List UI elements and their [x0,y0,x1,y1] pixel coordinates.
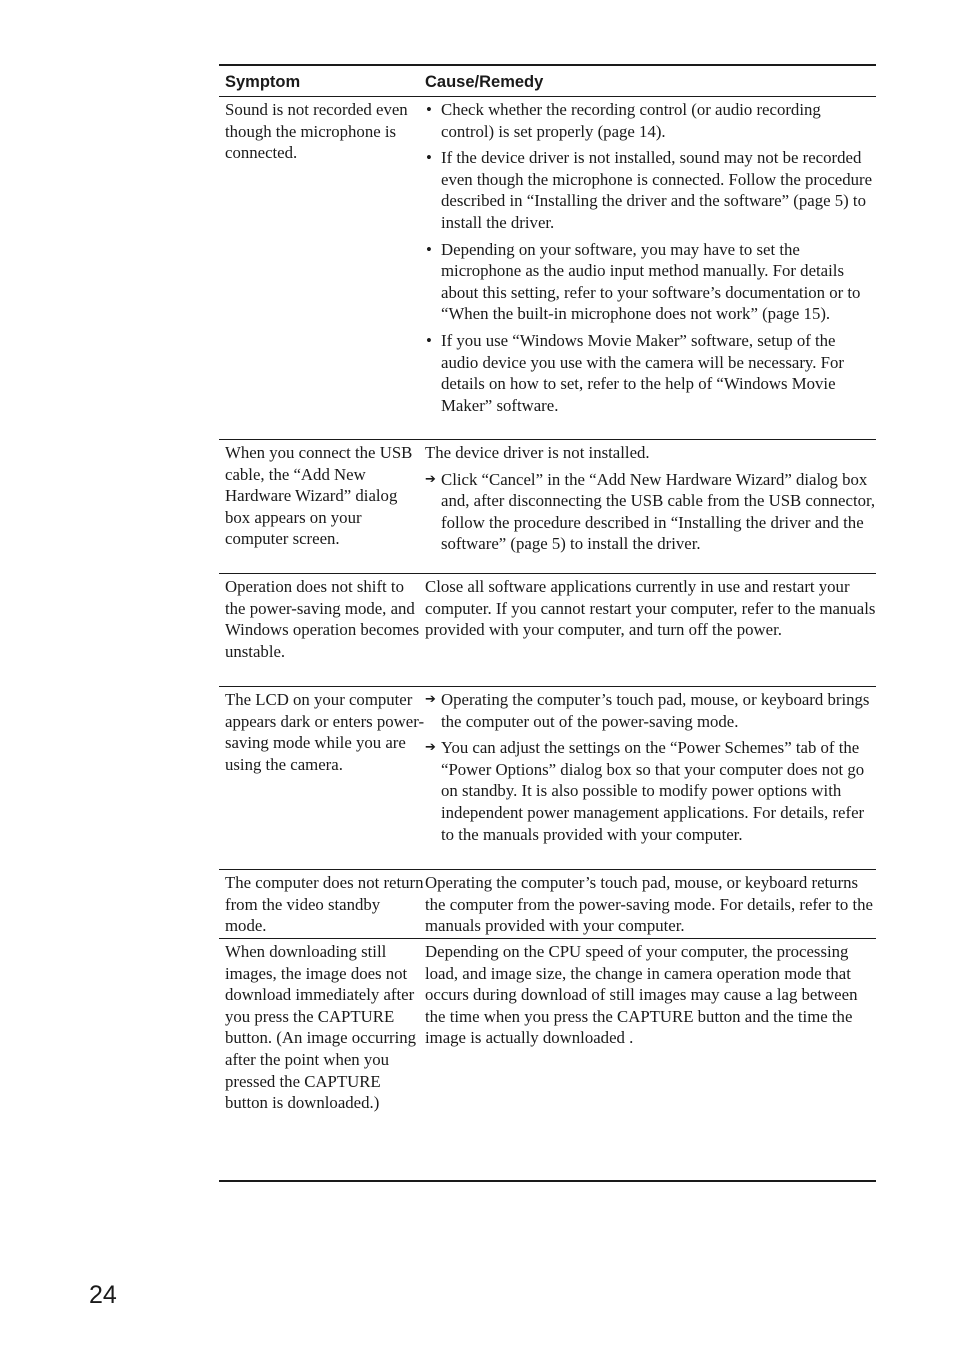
cause-remedy-header: Cause/Remedy [425,73,544,91]
remedy-cell: Operating the computer’s touch pad, mouse, or keyboard returns the computer from the power-saving mode. For details, refer to the manuals provided with your computer. [425,873,873,936]
bullet-icon: • [426,100,432,119]
symptom-cell: The computer does not return from the video standby mode. [225,873,424,936]
troubleshooting-table [219,64,876,1182]
table-row [219,574,876,687]
list-item: ➔ Click “Cancel” in the “Add New Hardware Wizard” dialog box and, after disconnecting the USB cable from the USB connector, follow the procedure described in “Installing the driver and the software” (page 5) to install the driver. [425,469,876,554]
arrow-right-icon: ➔ [425,692,436,707]
list-item: ➔ Operating the computer’s touch pad, mouse, or keyboard brings the computer out of the power-saving mode. [425,690,870,731]
table-row [219,97,876,440]
symptom-header: Symptom [225,73,301,91]
remedy-cell [425,440,876,573]
bullet-icon: • [426,330,432,350]
symptom-cell: The LCD on your computer appears dark or enters power-saving mode while you are using the camera. [225,690,425,774]
page-number: 24 [89,1281,117,1309]
remedy-cell [425,687,876,869]
table-row [219,939,876,1182]
table-header [219,64,876,97]
list-item: ➔ You can adjust the settings on the “Power Schemes” tab of the “Power Options” dialog box so that your computer does not go on standby. It is also possible to modify power options with independent power management applications. For details, refer to the manuals provided with your computer. [425,738,865,844]
remedy-cell [425,97,876,439]
bullet-icon: • [426,239,432,259]
table-row [219,870,876,939]
symptom-cell: When you connect the USB cable, the “Add New Hardware Wizard” dialog box appears on your computer screen. [225,443,413,549]
symptom-cell: Sound is not recorded even though the microphone is connected. [225,100,408,163]
symptom-cell: Operation does not shift to the power-saving mode, and Windows operation becomes unstable. [225,577,420,661]
list-item: • If you use “Windows Movie Maker” software, setup of the audio device you use with the camera will be necessary. For details on how to set, refer to the help of “Windows Movie Maker” software. [426,330,844,415]
cause-text: The device driver is not installed. [425,443,650,462]
table-row [219,440,876,574]
bullet-icon: • [426,148,432,168]
list-item: • If the device driver is not installed, sound may not be recorded even though the microphone is connected. Follow the procedure described in “Installing the driver and the software” (page 5) to install the driver. [426,148,873,232]
table-row [219,687,876,870]
arrow-right-icon: ➔ [425,471,436,487]
list-item: • Depending on your software, you may have to set the microphone as the audio input method manually. For details about this setting, refer to your software’s documentation or to “When the built-in microphone does not work” (page 15). [426,239,861,324]
remedy-cell: Close all software applications currently in use and restart your computer. If you cannot restart your computer, refer to the manuals provided with your computer, and turn off the power. [425,577,876,640]
symptom-cell: When downloading still images, the image does not download immediately after you press the CAPTURE button. (An image occurring after the point when you pressed the CAPTURE button is downloaded.) [225,942,417,1113]
list-item: • Check whether the recording control (or audio recording control) is set properly (page 14). [426,100,821,141]
remedy-cell: Depending on the CPU speed of your computer, the processing load, and image size, the change in camera operation mode that occurs during download of still images may cause a lag between the time when you press the CAPTURE button and the time the image is actually downloaded . [425,942,858,1048]
arrow-right-icon: ➔ [425,740,436,756]
